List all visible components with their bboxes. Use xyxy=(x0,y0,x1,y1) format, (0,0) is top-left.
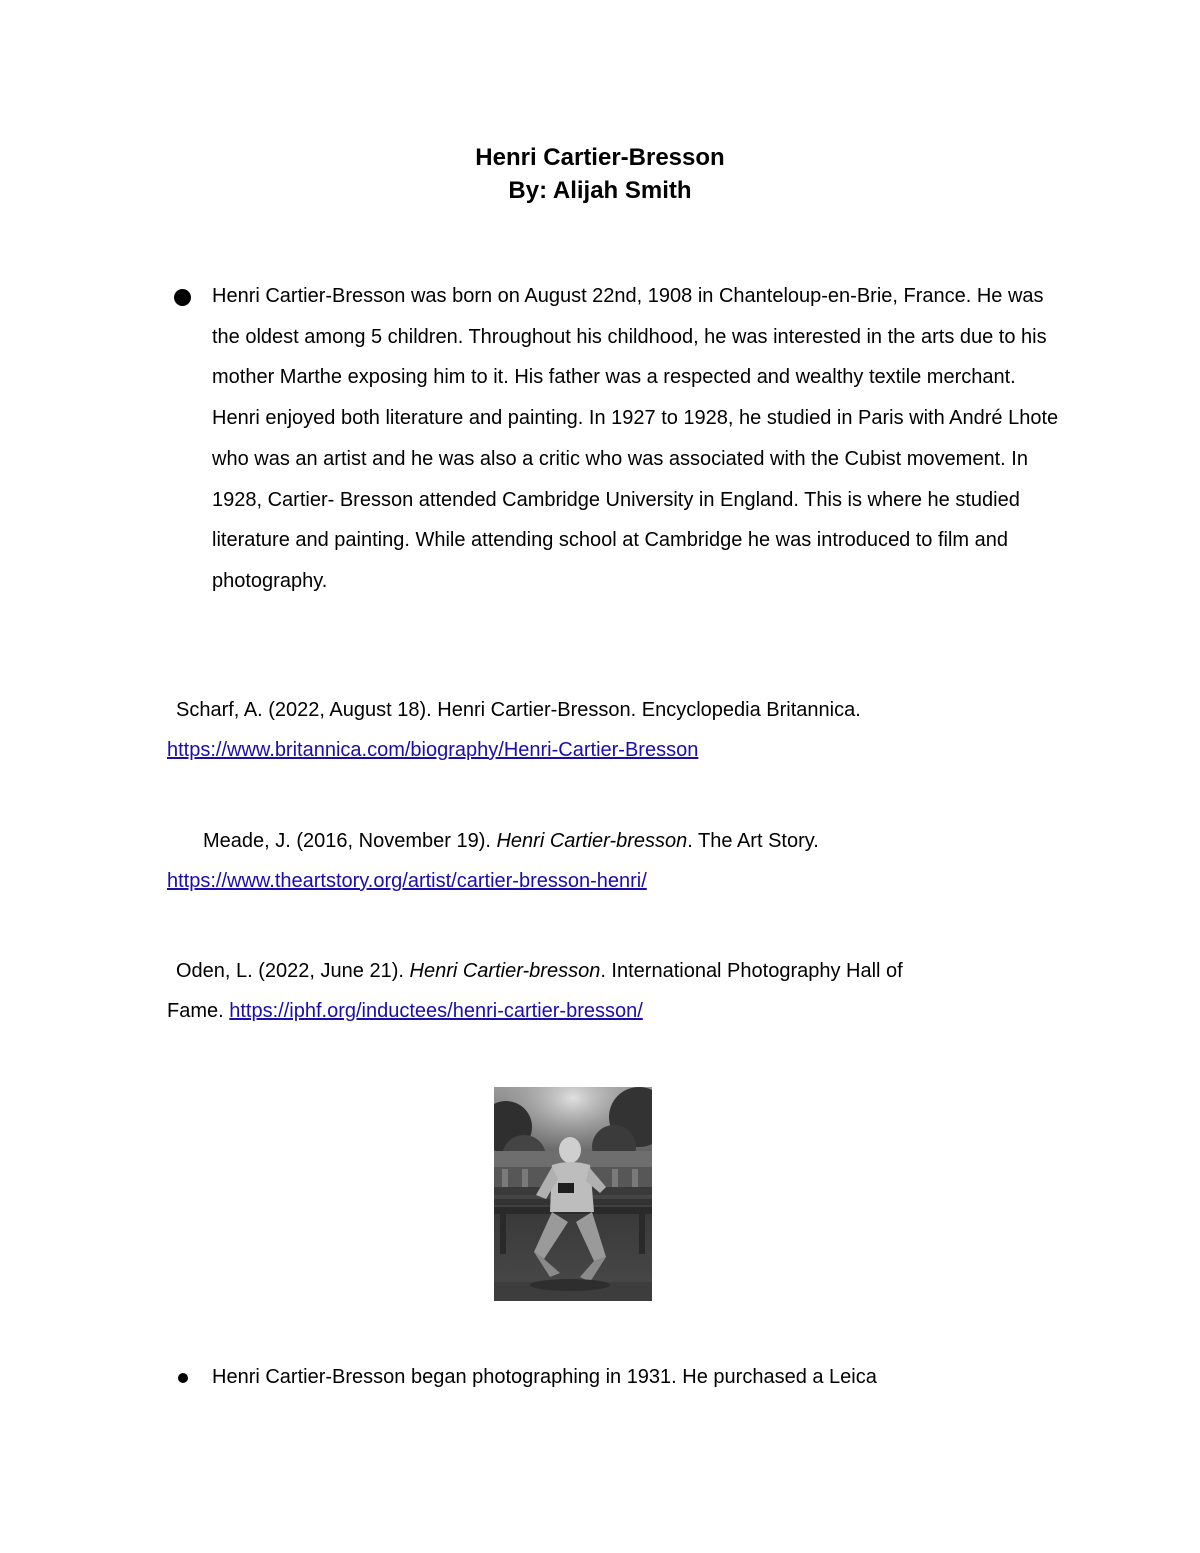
reference-publisher: . The Art Story. xyxy=(687,830,819,852)
reference-text-continued: Fame. xyxy=(167,1000,230,1022)
iphf-link[interactable]: https://iphf.org/inductees/henri-cartier-bresson/ xyxy=(229,1000,643,1022)
career-paragraph: Henri Cartier-Bresson began photographing in 1931. He purchased a Leica xyxy=(212,1366,877,1388)
reference-iphf-line2 xyxy=(167,991,1067,1032)
bullet-icon xyxy=(174,289,191,306)
reference-britannica xyxy=(176,690,1076,731)
reference-title: Henri Cartier-bresson xyxy=(409,960,601,982)
britannica-link[interactable]: https://www.britannica.com/biography/Henri-Cartier-Bresson xyxy=(167,739,699,761)
document-title: Henri Cartier-Bresson xyxy=(475,144,725,171)
portrait-photo xyxy=(494,1087,652,1301)
reference-britannica-link-line xyxy=(167,730,1067,771)
bullet-icon xyxy=(178,1373,188,1383)
reference-artstory xyxy=(203,821,1103,862)
reference-artstory-link-line xyxy=(167,861,1067,902)
reference-publisher: . International Photography Hall of xyxy=(600,960,903,982)
reference-text: Scharf, A. (2022, August 18). Henri Cartier-Bresson. Encyclopedia Britannica. xyxy=(176,699,861,721)
reference-title: Henri Cartier-bresson xyxy=(496,830,688,852)
biography-paragraph: Henri Cartier-Bresson was born on August 22nd, 1908 in Chanteloup-en-Brie, France. He was the oldest among 5 children. Throughout his childhood, he was interested in the arts due to his mother Marthe exposing him to it. His father was a respected and wealthy textile merchant. Henri enjoyed both literature and painting. In 1927 to 1928, he studied in Paris with André Lhote who was an artist and he was also a critic who was associated with the Cubist movement. In 1928, Cartier- Bresson attended Cambridge University in England. This is where he studied literature and painting. While attending school at Cambridge he was introduced to film and photography. xyxy=(212,285,1059,592)
reference-text: Meade, J. (2016, November 19). xyxy=(203,830,497,852)
document-byline: By: Alijah Smith xyxy=(508,177,692,204)
reference-iphf xyxy=(176,951,1076,992)
reference-text: Oden, L. (2022, June 21). xyxy=(176,960,410,982)
title-block xyxy=(0,141,1200,207)
portrait-image xyxy=(494,1087,652,1301)
artstory-link[interactable]: https://www.theartstory.org/artist/cartier-bresson-henri/ xyxy=(167,870,647,892)
